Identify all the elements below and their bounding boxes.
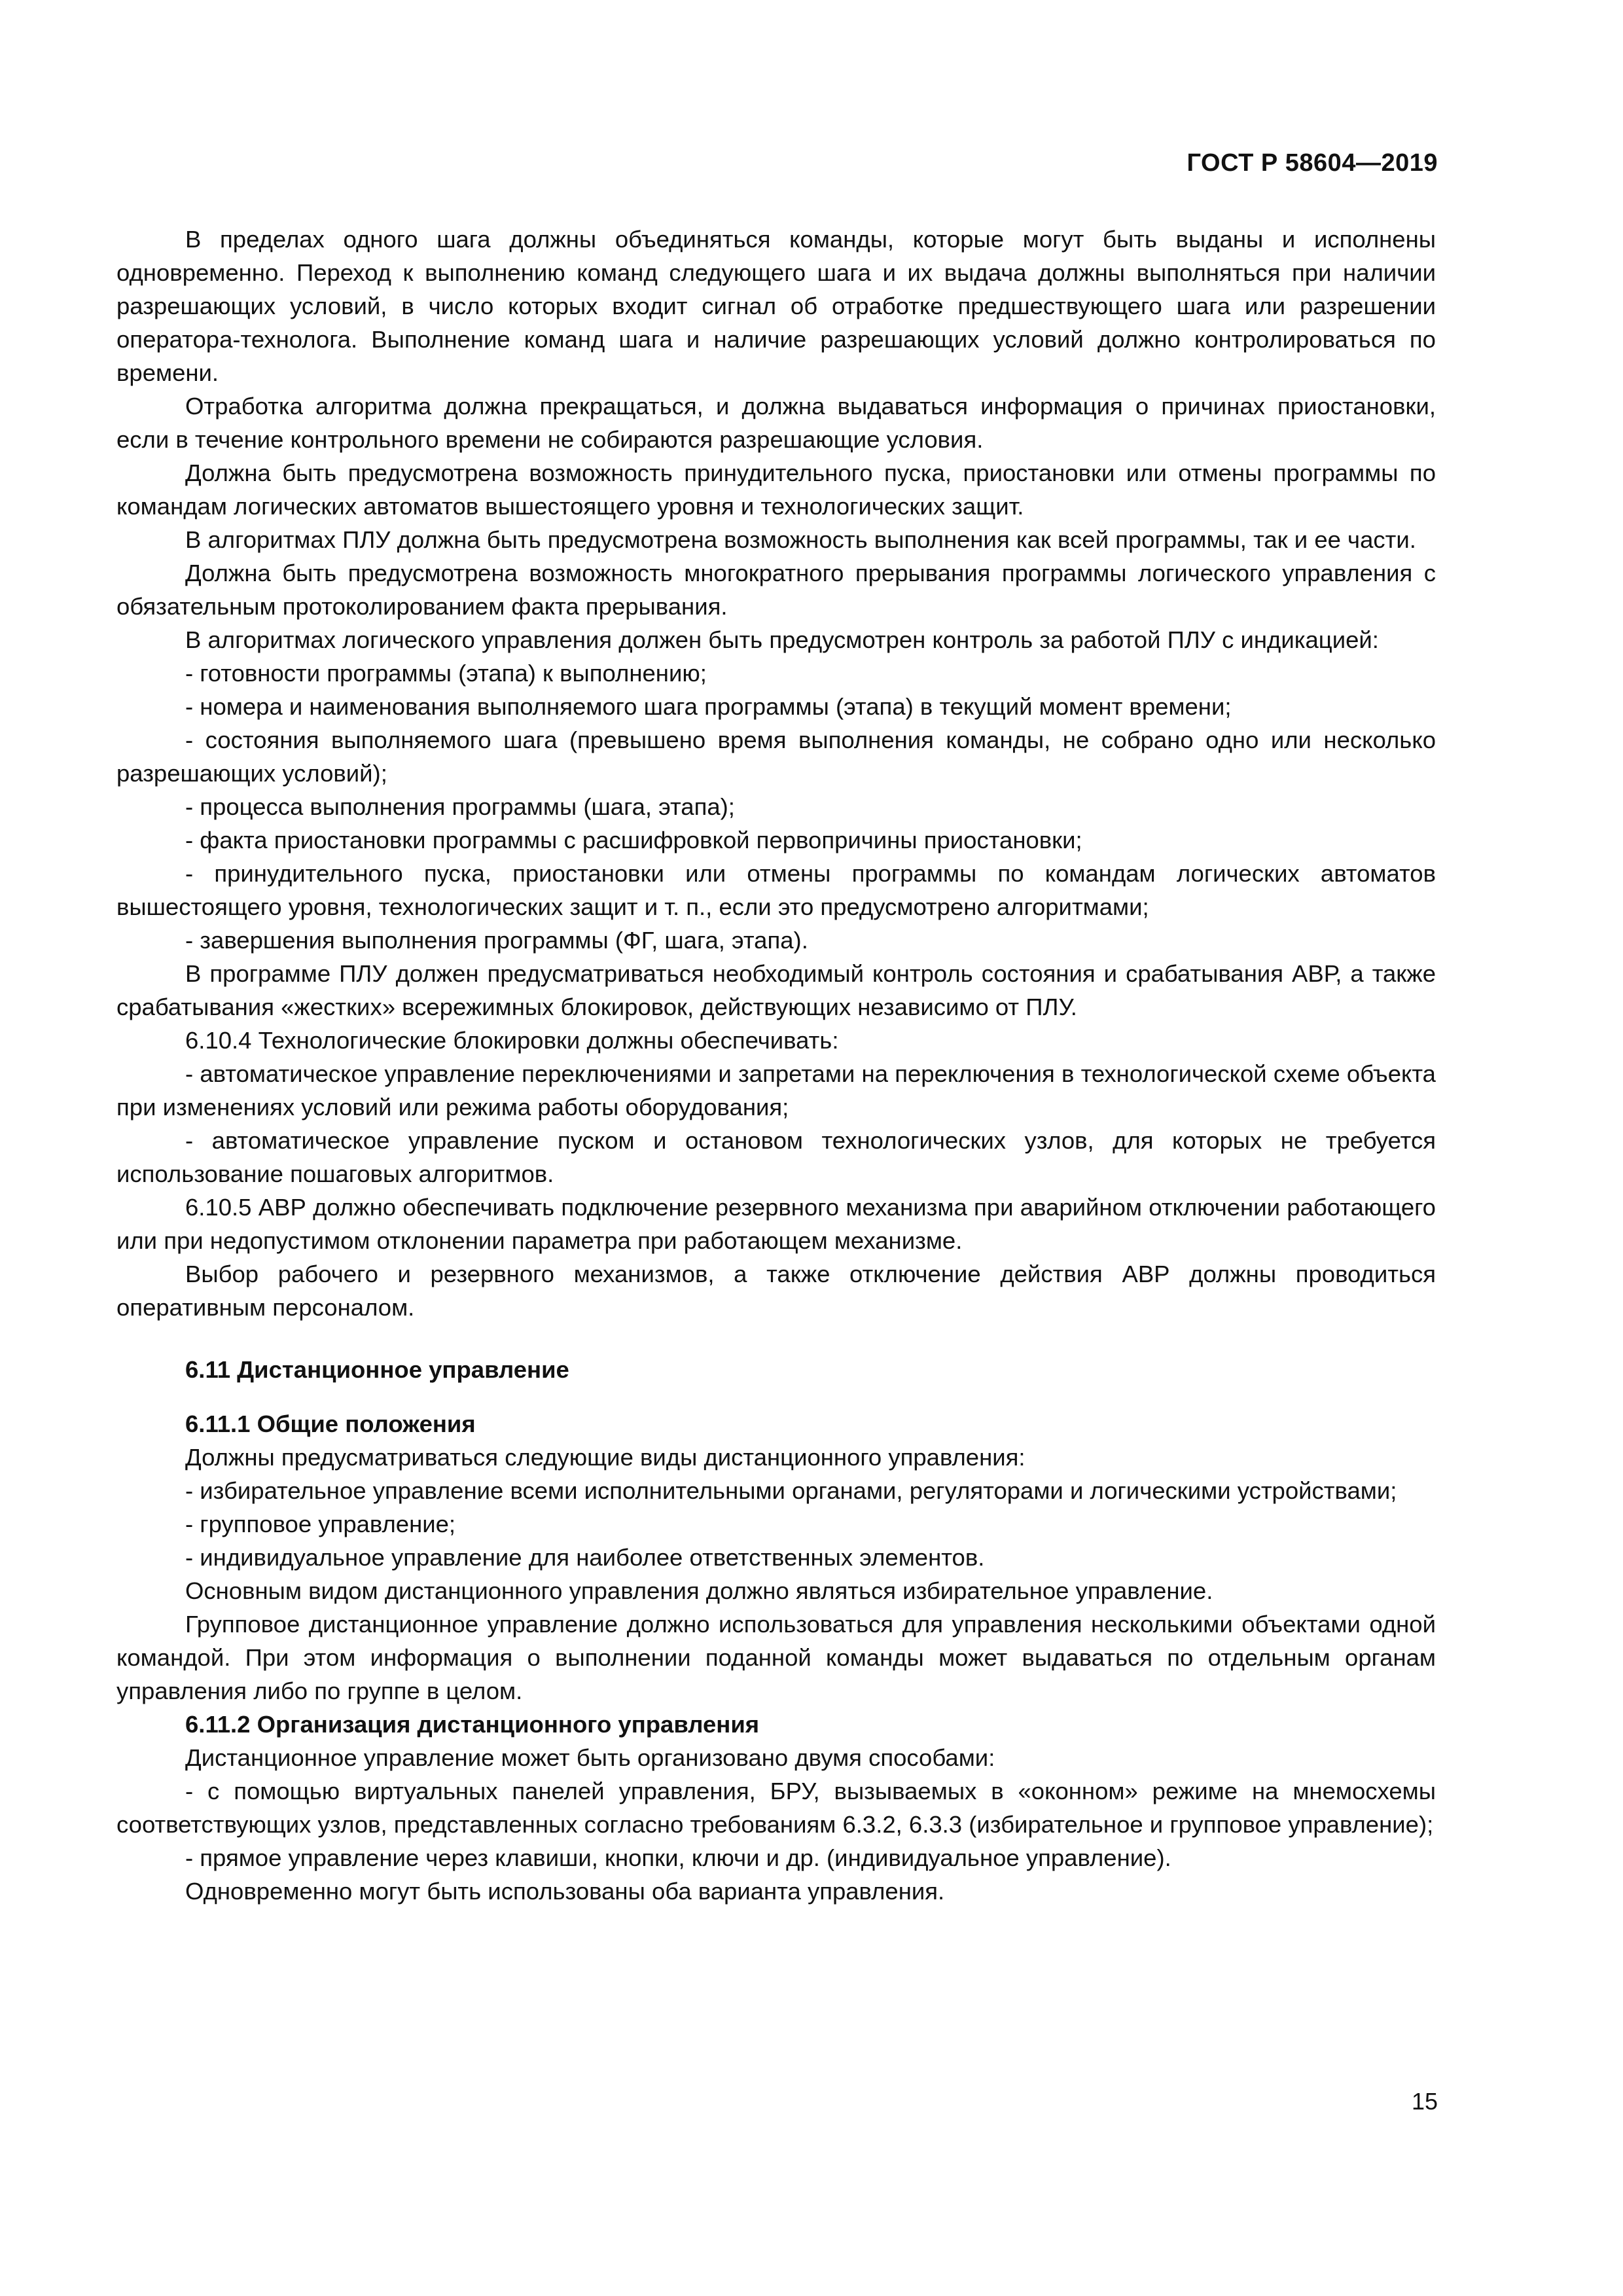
paragraph: Должна быть предусмотрена возможность многократного прерывания программы логического управления с обязательным протоколированием факта прерывания. <box>116 560 1436 620</box>
paragraph: Групповое дистанционное управление должно использоваться для управления несколькими объектами одной командой. При этом информация о выполнении поданной команды может выдаваться по отдельным органам управления либо по группе в целом. <box>116 1611 1436 1704</box>
section-heading: 6.11 Дистанционное управление <box>185 1356 569 1383</box>
document-code-header: ГОСТ Р 58604—2019 <box>1186 149 1438 177</box>
clause-paragraph: 6.10.5 АВР должно обеспечивать подключение резервного механизма при аварийном отключении работающего или при недопустимом отклонении параметра при работающем механизме. <box>116 1194 1436 1254</box>
paragraph: Дистанционное управление может быть организовано двумя способами: <box>185 1744 995 1771</box>
subsection-heading: 6.11.1 Общие положения <box>185 1410 476 1437</box>
list-item: - избирательное управление всеми исполнительными органами, регуляторами и логическими устройствами; <box>185 1477 1397 1504</box>
clause-paragraph: 6.10.4 Технологические блокировки должны обеспечивать: <box>185 1027 839 1054</box>
paragraph: В алгоритмах логического управления должен быть предусмотрен контроль за работой ПЛУ с индикацией: <box>185 626 1379 653</box>
paragraph: В алгоритмах ПЛУ должна быть предусмотрена возможность выполнения как всей программы, так и ее части. <box>185 526 1416 553</box>
paragraph: Отработка алгоритма должна прекращаться, и должна выдаваться информация о причинах приостановки, если в течение контрольного времени не собираются разрешающие условия. <box>116 393 1436 453</box>
list-item: - завершения выполнения программы (ФГ, шага, этапа). <box>185 927 808 954</box>
list-item: - номера и наименования выполняемого шага программы (этапа) в текущий момент времени; <box>185 693 1232 720</box>
list-item: - с помощью виртуальных панелей управления, БРУ, вызываемых в «оконном» режиме на мнемосхемы соответствующих узлов, представленных согласно требованиям 6.3.2, 6.3.3 (избирательное и групповое управление); <box>116 1778 1436 1838</box>
paragraph: Основным видом дистанционного управления должно являться избирательное управление. <box>185 1577 1213 1604</box>
paragraph: Выбор рабочего и резервного механизмов, а также отключение действия АВР должны проводиться оперативным персоналом. <box>116 1261 1436 1321</box>
subsection-heading: 6.11.2 Организация дистанционного управления <box>185 1711 760 1738</box>
list-item: - принудительного пуска, приостановки или отмены программы по командам логических автоматов вышестоящего уровня, технологических защит и т. п., если это предусмотрено алгоритмами; <box>116 860 1436 920</box>
list-item: - готовности программы (этапа) к выполнению; <box>185 660 707 687</box>
list-item: - групповое управление; <box>185 1511 456 1537</box>
list-item: - индивидуальное управление для наиболее ответственных элементов. <box>185 1544 985 1571</box>
paragraph: В программе ПЛУ должен предусматриваться необходимый контроль состояния и срабатывания АВР, а также срабатывания «жестких» всережимных блокировок, действующих независимо от ПЛУ. <box>116 960 1436 1020</box>
list-item: - состояния выполняемого шага (превышено время выполнения команды, не собрано одно или несколько разрешающих условий); <box>116 726 1436 787</box>
list-item: - автоматическое управление переключениями и запретами на переключения в технологической схеме объекта при изменениях условий или режима работы оборудования; <box>116 1060 1436 1121</box>
paragraph: Должна быть предусмотрена возможность принудительного пуска, приостановки или отмены программы по командам логических автоматов вышестоящего уровня и технологических защит. <box>116 459 1436 520</box>
list-item: - автоматическое управление пуском и остановом технологических узлов, для которых не требуется использование пошаговых алгоритмов. <box>116 1127 1436 1187</box>
paragraph: Одновременно могут быть использованы оба варианта управления. <box>185 1878 945 1905</box>
paragraph: Должны предусматриваться следующие виды дистанционного управления: <box>185 1444 1026 1471</box>
page-number: 15 <box>1411 2088 1438 2115</box>
document-body <box>116 223 1436 1908</box>
paragraph: В пределах одного шага должны объединяться команды, которые могут быть выданы и исполнены одновременно. Переход к выполнению команд следующего шага и их выдача должны выполняться при наличии разрешающих условий, в число которых входит сигнал об отработке предшествующего шага или разрешении оператора-технолога. Выполнение команд шага и наличие разрешающих условий должно контролироваться по времени. <box>116 226 1436 386</box>
list-item: - факта приостановки программы с расшифровкой первопричины приостановки; <box>185 827 1082 853</box>
list-item: - процесса выполнения программы (шага, этапа); <box>185 793 735 820</box>
list-item: - прямое управление через клавиши, кнопки, ключи и др. (индивидуальное управление). <box>185 1844 1171 1871</box>
